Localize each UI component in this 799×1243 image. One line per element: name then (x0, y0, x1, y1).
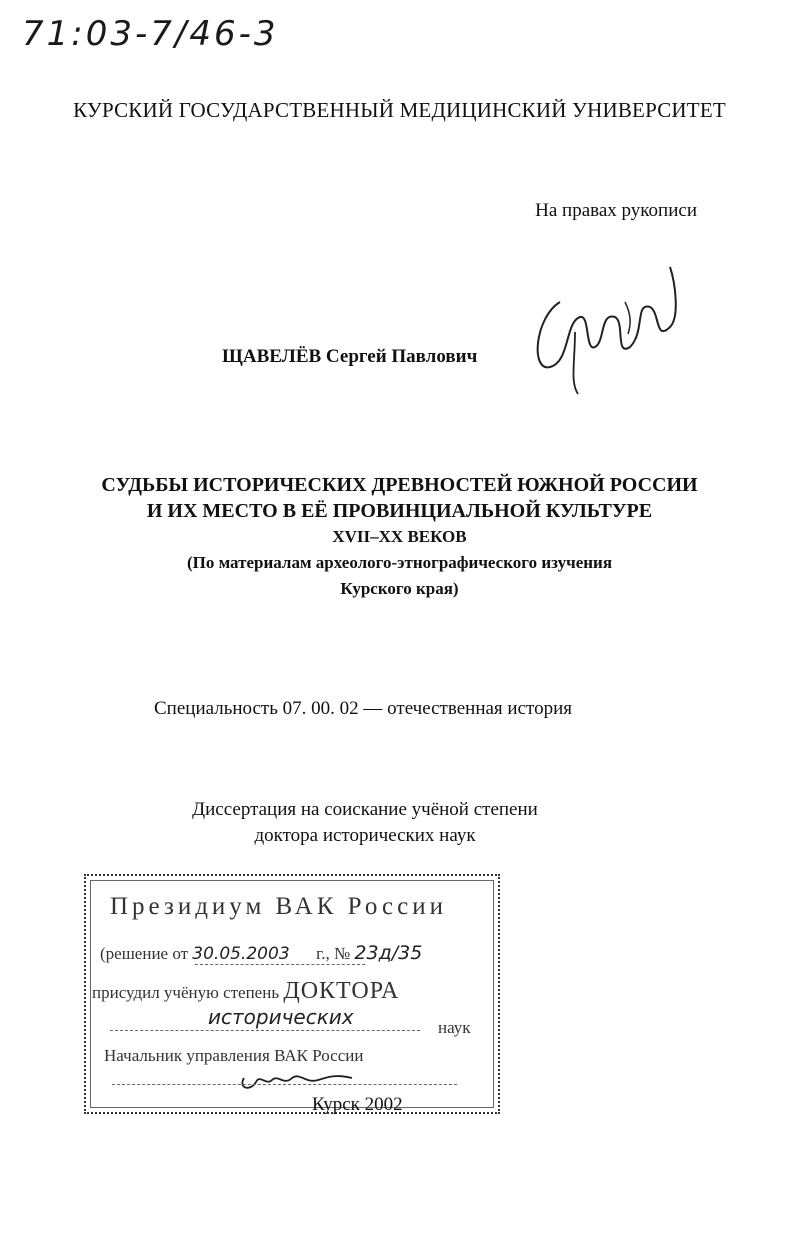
stamp-head-signature (236, 1058, 356, 1094)
stamp-field-handwritten: исторических (208, 1005, 354, 1029)
stamp-awarded-label: присудил учёную степень (92, 983, 280, 1002)
degree-line-1: Диссертация на соискание учёной степени (192, 799, 538, 820)
degree-line-2: доктора исторических наук (254, 825, 476, 846)
author-signature (530, 262, 690, 402)
author-name: ЩАВЕЛЁВ Сергей Павлович (222, 346, 478, 367)
stamp-number-label: г., № (316, 944, 351, 963)
catalog-number: 71:03-7/46-3 (22, 14, 279, 54)
stamp-decision-row (100, 942, 422, 964)
stamp-awarded-row (92, 978, 399, 1005)
dissertation-title (0, 472, 799, 602)
stamp-title: Президиум ВАК России (110, 893, 447, 920)
stamp-decision-label: (решение от (100, 944, 189, 963)
city-year: Курск 2002 (312, 1094, 403, 1115)
title-line-5: Курского края) (340, 579, 459, 598)
stamp-degree: ДОКТОРА (283, 978, 400, 1004)
stamp-head-label: Начальник управления ВАК России (104, 1046, 364, 1065)
title-line-1: СУДЬБЫ ИСТОРИЧЕСКИХ ДРЕВНОСТЕЙ ЮЖНОЙ РОССИИ (101, 474, 698, 496)
university-name: КУРСКИЙ ГОСУДАРСТВЕННЫЙ МЕДИЦИНСКИЙ УНИВЕРСИТЕТ (73, 98, 726, 122)
title-line-2: И ИХ МЕСТО В ЕЁ ПРОВИНЦИАЛЬНОЙ КУЛЬТУРЕ (146, 500, 653, 522)
rights-note: На правах рукописи (535, 200, 697, 221)
specialty: Специальность 07. 00. 02 — отечественная история (154, 698, 572, 719)
degree-statement (0, 797, 730, 849)
stamp-decision-number: 23д/35 (354, 942, 423, 964)
stamp-decision-date: 30.05.2003 (192, 944, 290, 964)
title-line-3: XVII–XX ВЕКОВ (332, 527, 467, 546)
stamp-science-label: наук (438, 1018, 471, 1037)
title-line-4: (По материалам археолого-этнографического изучения (186, 553, 613, 572)
